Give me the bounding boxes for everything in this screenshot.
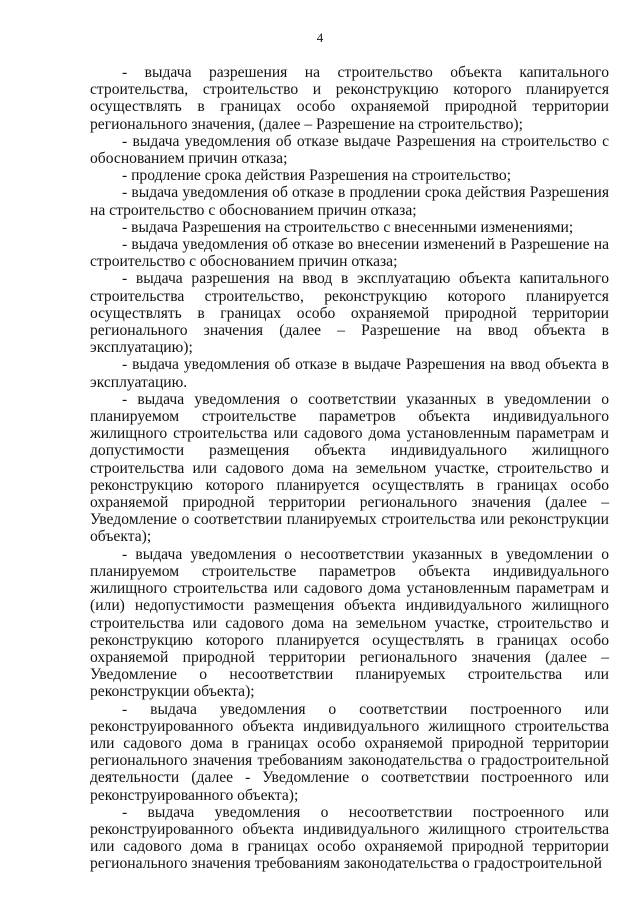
list-item-permit-amended: - выдача Разрешения на строительство с внесенными изменениями; — [122, 218, 574, 236]
list-item-building-permit: - выдача разрешения на строительство объекта капитального строительства, строительство и реконструкцию которого планируется осуществлять в границах особо охраняемой природной территории регионального значения, (далее – Разрешение на строительство); — [90, 64, 609, 133]
list-item-built-noncompliance-notice: - выдача уведомления о несоответствии построенного или реконструированного объекта индивидуального жилищного строительства или садового дома в границах особо охраняемой природной территории регионального значения требованиям законодательства о градостроительной — [90, 803, 609, 873]
list-item-commissioning-refusal: - выдача уведомления об отказе в выдаче Разрешения на ввод объекта в эксплуатацию. — [90, 356, 609, 391]
list-item-permit-extension: - продление срока действия Разрешения на строительство; — [122, 167, 512, 185]
list-item-permit-refusal: - выдача уведомления об отказе выдаче Разрешения на строительство с обоснованием причин отказа; — [90, 132, 609, 168]
list-item-extension-refusal: - выдача уведомления об отказе в продлении срока действия Разрешения на строительство с обоснованием причин отказа; — [90, 184, 609, 219]
list-item-planned-noncompliance-notice: - выдача уведомления о несоответствии указанных в уведомлении о планируемом строительстве параметров объекта индивидуального жилищного строительства или садового дома установленным параметрам и (или) недопустимости размещения объекта индивидуального жилищного строительства или садового дома на земельном участке, строительство и реконструкцию которого планируется осуществлять в границах особо охраняемой природной территории регионального значения (далее – Уведомление о несоответствии планируемых строительства или реконструкции объекта); — [90, 545, 609, 701]
list-item-commissioning-permit: - выдача разрешения на ввод в эксплуатацию объекта капитального строительства строительство, реконструкцию которого планируется осуществлять в границах особо охраняемой природной территории регионального значения (далее – Разрешение на ввод объекта в эксплуатацию); — [90, 270, 609, 357]
document-body — [90, 64, 609, 873]
list-item-built-compliance-notice: - выдача уведомления о соответствии построенного или реконструированного объекта индивидуального жилищного строительства или садового дома в границах особо охраняемой природной территории регионального значения требованиям законодательства о градостроительной деятельности (далее - Уведомление о соответствии построенного или реконструированного объекта); — [90, 700, 609, 804]
page-number: 4 — [316, 30, 324, 45]
list-item-planned-compliance-notice: - выдача уведомления о соответствии указанных в уведомлении о планируемом строительстве параметров объекта индивидуального жилищного строительства или садового дома установленным параметрам и допустимости размещения объекта индивидуального жилищного строительства или садового дома на земельном участке, строительство и реконструкцию которого планируется осуществлять в границах особо охраняемой природной территории регионального значения (далее – Уведомление о соответствии планируемых строительства или реконструкции объекта); — [90, 390, 609, 546]
list-item-amendment-refusal: - выдача уведомления об отказе во внесении изменений в Разрешение на строительство с обоснованием причин отказа; — [90, 236, 609, 271]
